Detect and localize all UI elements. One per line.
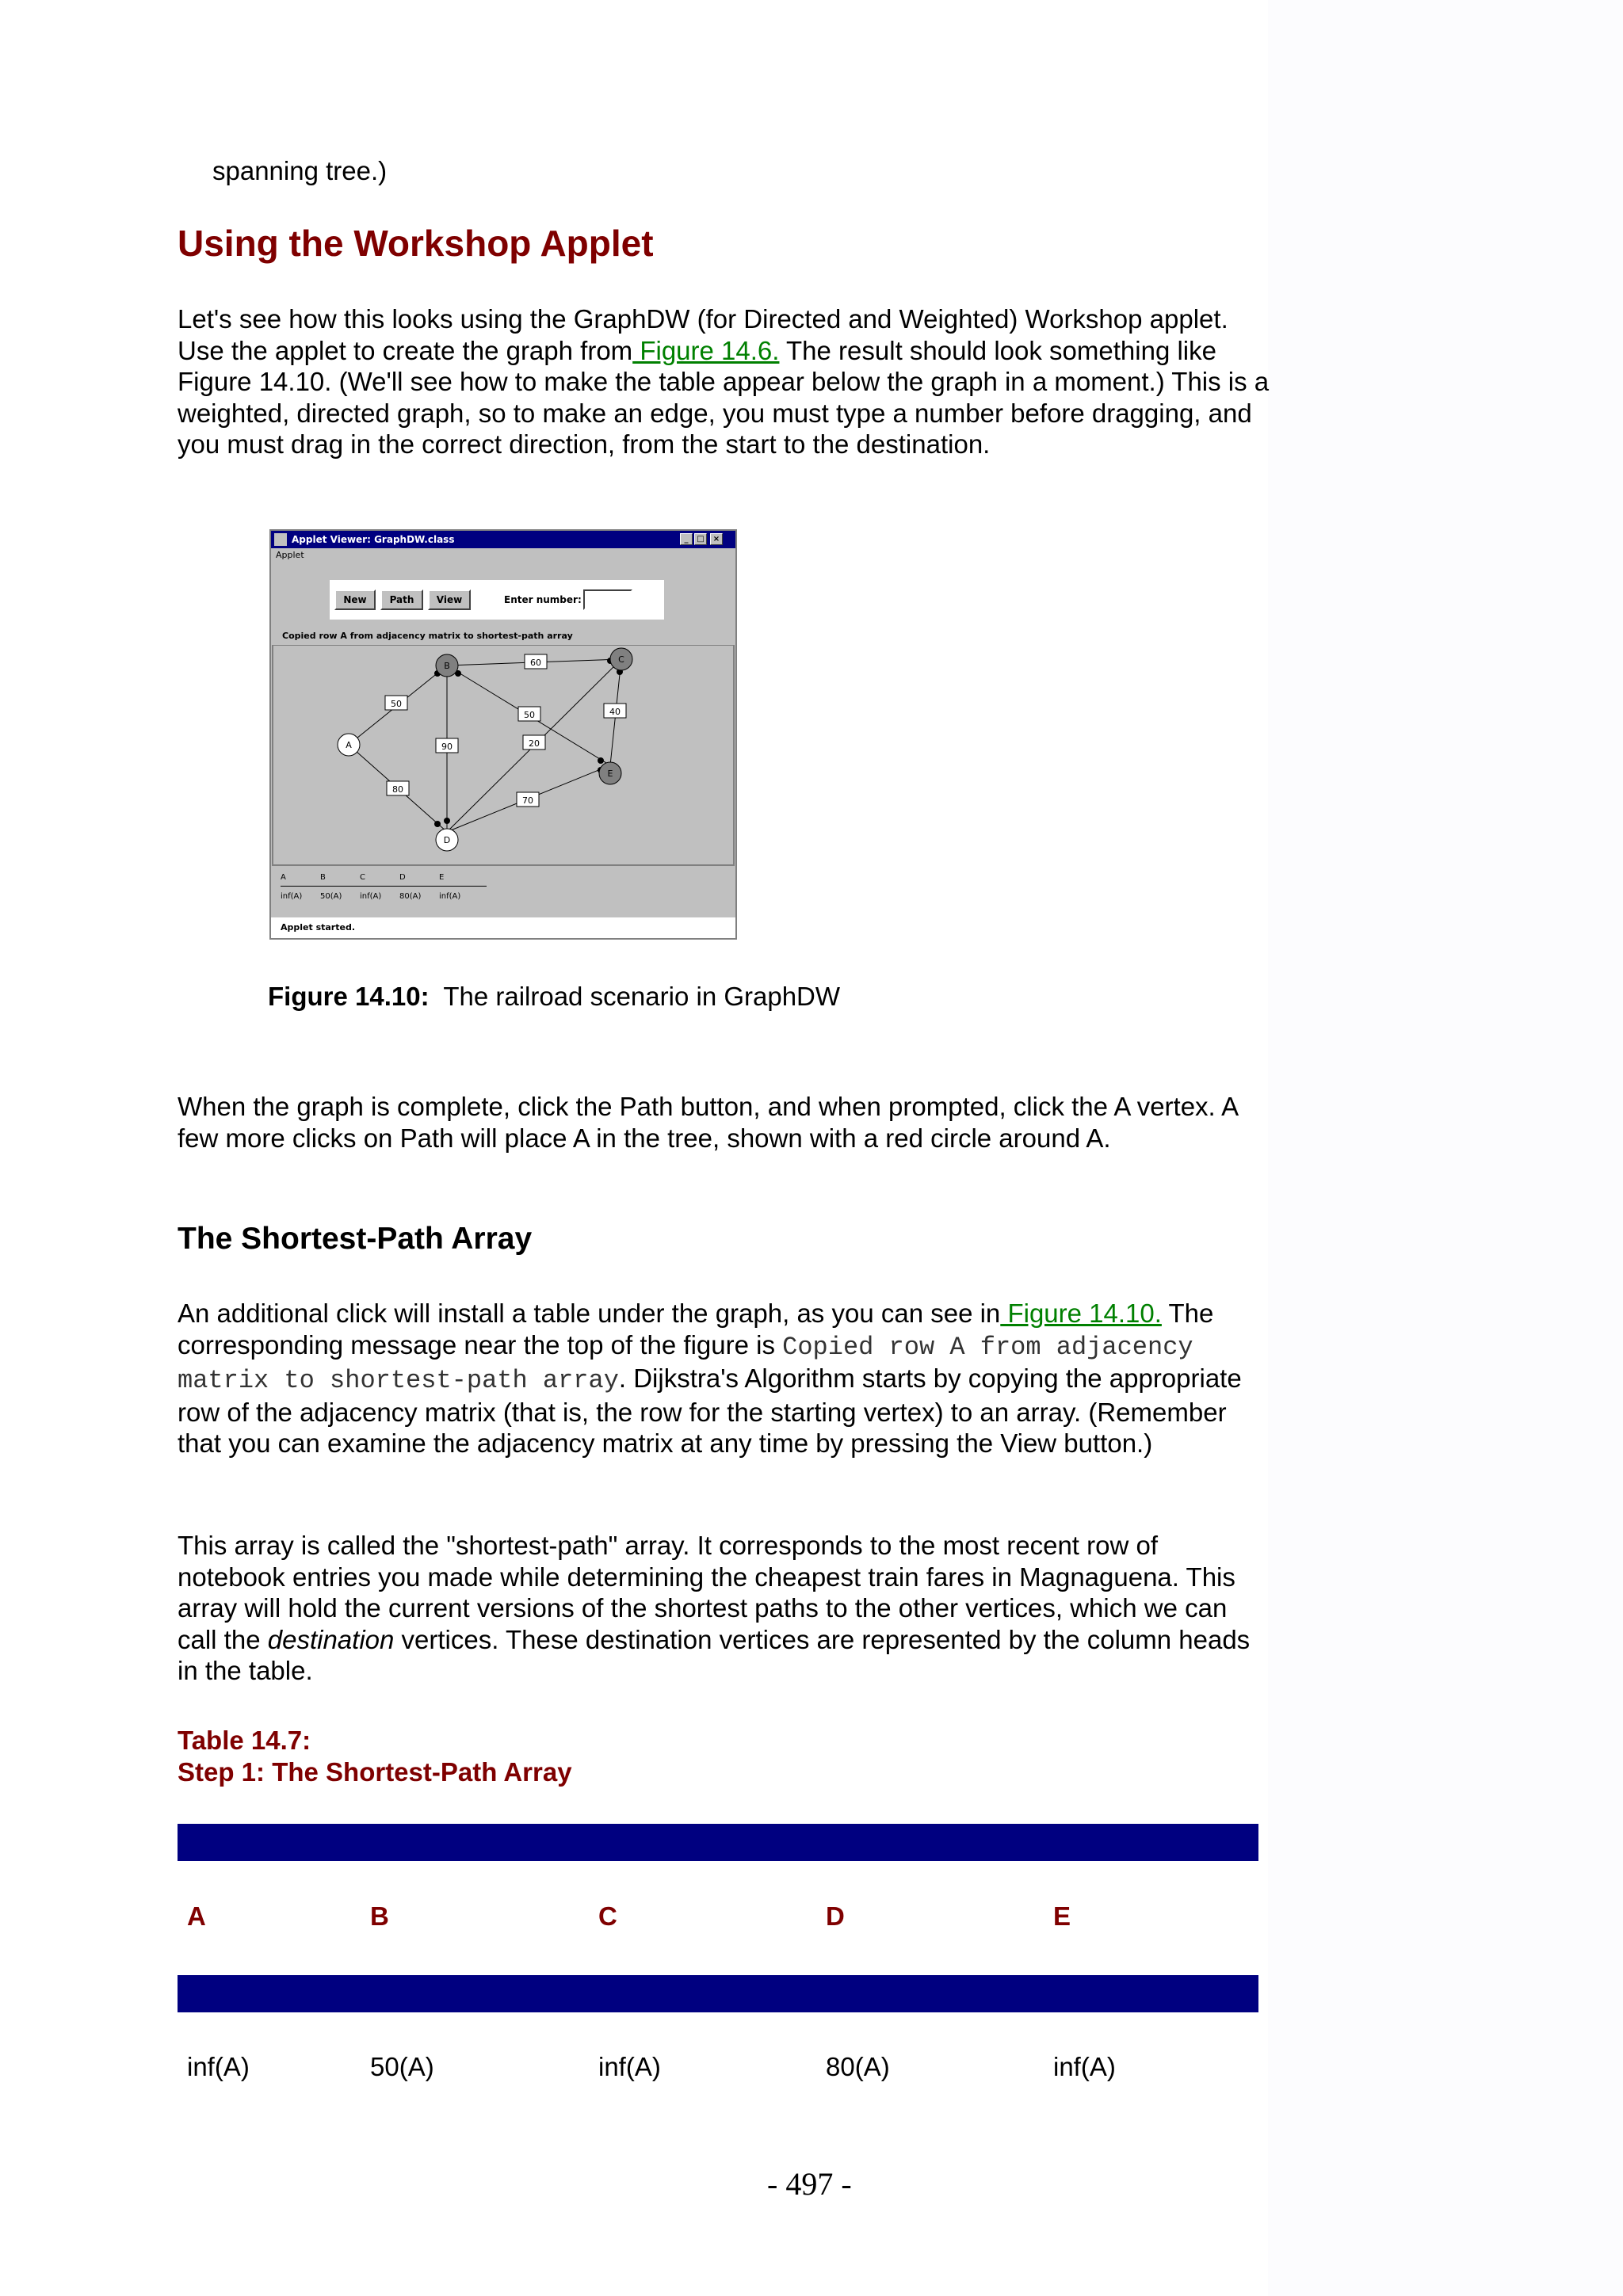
- table-header-a: A: [187, 1901, 206, 1931]
- table-header-bar: [178, 1824, 1258, 1861]
- table-row-bar: [178, 1975, 1258, 2012]
- page-margin-strip: [1268, 0, 1623, 2296]
- code-message: Copied row A from adjacency matrix to shortest-path array: [178, 1332, 1193, 1396]
- table-cell-d: 80(A): [826, 2052, 890, 2081]
- applet-table-header: A: [281, 873, 286, 882]
- arrowhead: [444, 818, 450, 824]
- applet-table-header: D: [399, 873, 406, 882]
- applet-screenshot: [269, 529, 737, 940]
- weight-label: 70: [522, 795, 533, 806]
- applet-table-cell: inf(A): [281, 892, 303, 901]
- vertex-label: C: [618, 654, 624, 665]
- applet-status-text: Applet started.: [281, 922, 356, 933]
- figure-caption-text: The railroad scenario in GraphDW: [443, 982, 841, 1011]
- vertex-label: B: [444, 661, 450, 671]
- table-header-b: B: [370, 1901, 389, 1931]
- table-number: Table 14.7:: [178, 1726, 311, 1755]
- close-icon[interactable]: ×: [710, 533, 723, 545]
- figure-caption: [268, 981, 840, 1013]
- applet-menu[interactable]: Applet: [276, 550, 304, 560]
- applet-table-cell: 80(A): [399, 892, 422, 901]
- enter-number-label: Enter number:: [504, 594, 582, 605]
- number-input[interactable]: [583, 589, 632, 610]
- table-header-d: D: [826, 1901, 845, 1931]
- section-heading: Using the Workshop Applet: [178, 223, 654, 264]
- view-button[interactable]: View: [428, 589, 471, 610]
- paragraph-path: When the graph is complete, click the Path button, and when prompted, click the A vertex. A few more clicks on Path will place A in the tree, shown with a red circle around A.: [178, 1092, 1238, 1153]
- vertex-label: D: [443, 835, 451, 845]
- applet-titlebar: [271, 531, 735, 548]
- figure-label: Figure 14.10:: [268, 982, 430, 1011]
- subsection-heading: The Shortest-Path Array: [178, 1222, 533, 1256]
- applet-message: Copied row A from adjacency matrix to shortest-path array: [282, 631, 573, 641]
- table-caption: Step 1: The Shortest-Path Array: [178, 1757, 572, 1787]
- applet-table-divider: [281, 886, 487, 887]
- arrowhead: [598, 757, 604, 764]
- applet-table-cell: inf(A): [360, 892, 382, 901]
- weight-label: 90: [441, 742, 453, 752]
- table-cell-a: inf(A): [187, 2052, 250, 2081]
- weight-label: 50: [391, 699, 402, 709]
- graph-area: [273, 645, 734, 865]
- weight-label: 50: [524, 710, 535, 720]
- paragraph-intro: Let's see how this looks using the GraphDW (for Directed and Weighted) Workshop applet. Use the applet to create the graph from Figure 14.6. The result should look something like Figure 14.10. (We'll see how to make the table appear below the graph in a moment.) This is a weighted, directed graph, so to make an edge, you must type a number before dragging, and you must drag in the correct direction, from the start to the destination.: [178, 304, 1270, 460]
- continued-text: spanning tree.): [212, 156, 388, 185]
- new-button[interactable]: New: [334, 589, 376, 610]
- table-cell-e: inf(A): [1053, 2052, 1116, 2081]
- table-header-c: C: [598, 1901, 617, 1931]
- applet-table-header: B: [320, 873, 326, 882]
- arrowhead: [434, 821, 441, 827]
- applet-status-bar: [271, 917, 735, 938]
- vertex-label: E: [607, 769, 613, 779]
- weight-label: 60: [530, 658, 541, 668]
- table-header-e: E: [1053, 1901, 1071, 1931]
- weight-label: 20: [529, 738, 540, 749]
- maximize-icon[interactable]: □: [694, 533, 707, 545]
- minimize-icon[interactable]: _: [680, 533, 693, 545]
- applet-table-header: E: [439, 873, 445, 882]
- applet-table-header: C: [360, 873, 365, 882]
- table-cell-c: inf(A): [598, 2052, 661, 2081]
- paragraph-table-install: An additional click will install a table under the graph, as you can see in Figure 14.10. The corresponding message near the top of the figure is Copied row A from adjacency matrix to shortest-path array. Dijkstra's Algorithm starts by copying the appropriate row of the adjacency matrix (that is, the row for the starting vertex) to an array. (Remember that you can examine the adjacency matrix at any time by pressing the View button.): [178, 1299, 1242, 1459]
- emphasis-destination: destination: [267, 1624, 395, 1654]
- vertex-label: A: [346, 740, 352, 750]
- window-icon: [274, 533, 287, 546]
- weight-label: 40: [609, 707, 621, 717]
- table-title: [178, 1725, 572, 1788]
- weight-label: 80: [392, 784, 403, 795]
- table-cell-b: 50(A): [370, 2052, 434, 2081]
- paragraph-array: This array is called the "shortest-path" array. It corresponds to the most recent row of notebook entries you made while determining the cheapest train fares in Magnaguena. This array will hold the current versions of the shortest paths to the other vertices, which we can call the destination vertices. These destination vertices are represented by the column heads in the table.: [178, 1531, 1251, 1686]
- page-number: - 497 -: [767, 2166, 852, 2202]
- graph-canvas[interactable]: [271, 645, 735, 867]
- path-button[interactable]: Path: [380, 589, 423, 610]
- figure-14-6-link[interactable]: Figure 14.6.: [632, 335, 780, 365]
- applet-window-title: Applet Viewer: GraphDW.class: [292, 534, 455, 545]
- figure-14-10-link[interactable]: Figure 14.10.: [1000, 1299, 1162, 1328]
- applet-toolbar: [330, 580, 664, 620]
- applet-table-cell: 50(A): [320, 892, 342, 901]
- applet-table-cell: inf(A): [439, 892, 461, 901]
